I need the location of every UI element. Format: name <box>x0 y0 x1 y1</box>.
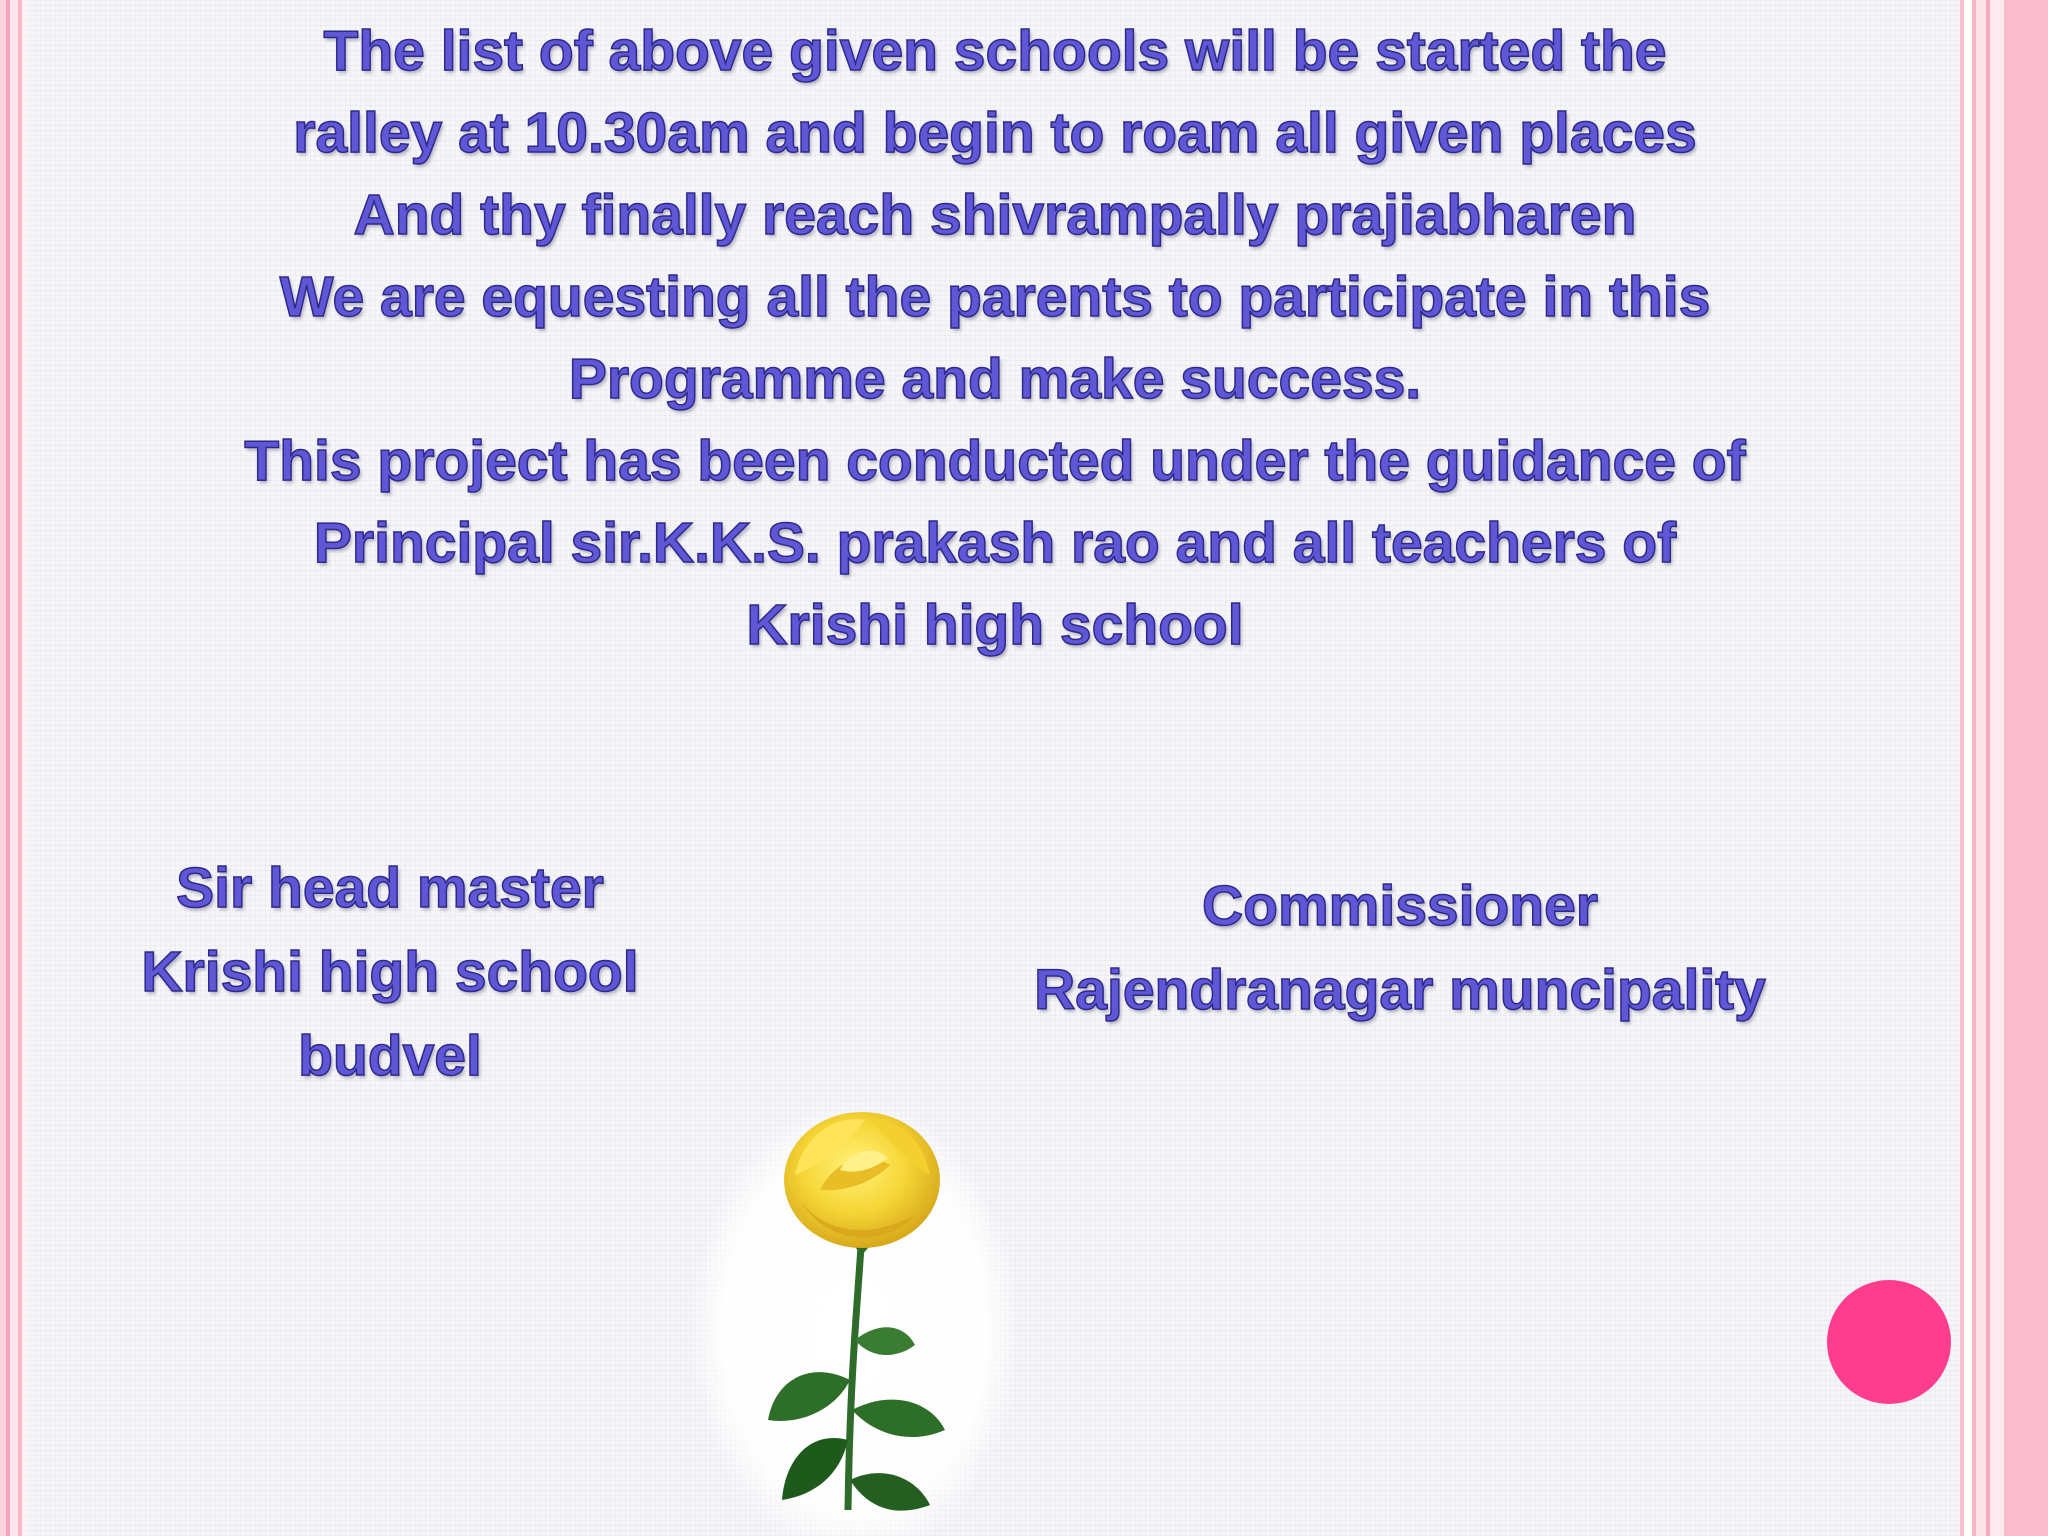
signature-line: Commissioner <box>1202 874 1598 938</box>
signature-line: Rajendranagar muncipality <box>1034 958 1766 1022</box>
signature-commissioner <box>900 864 1900 1032</box>
main-text-line: Programme and make success. <box>568 347 1422 411</box>
main-text-line: Krishi high school <box>746 593 1244 657</box>
signature-line: budvel <box>298 1024 482 1088</box>
main-text-block <box>60 10 1930 666</box>
main-text-line: ralley at 10.30am and begin to roam all given places <box>293 101 1697 165</box>
main-text-line: And thy finally reach shivrampally prajiabharen <box>353 183 1637 247</box>
main-text-line: We are equesting all the parents to participate in this <box>279 265 1711 329</box>
main-text-line: This project has been conducted under the guidance of <box>244 429 1746 493</box>
signature-headmaster <box>40 846 740 1098</box>
yellow-rose-icon <box>690 1080 1020 1536</box>
accent-dot <box>1827 1280 1951 1404</box>
right-border <box>1960 0 2048 1536</box>
signature-line: Sir head master <box>176 856 604 920</box>
signature-line: Krishi high school <box>141 940 639 1004</box>
main-text-line: Principal sir.K.K.S. prakash rao and all teachers of <box>313 511 1677 575</box>
main-text-line: The list of above given schools will be started the <box>323 19 1667 83</box>
left-border <box>0 0 26 1536</box>
